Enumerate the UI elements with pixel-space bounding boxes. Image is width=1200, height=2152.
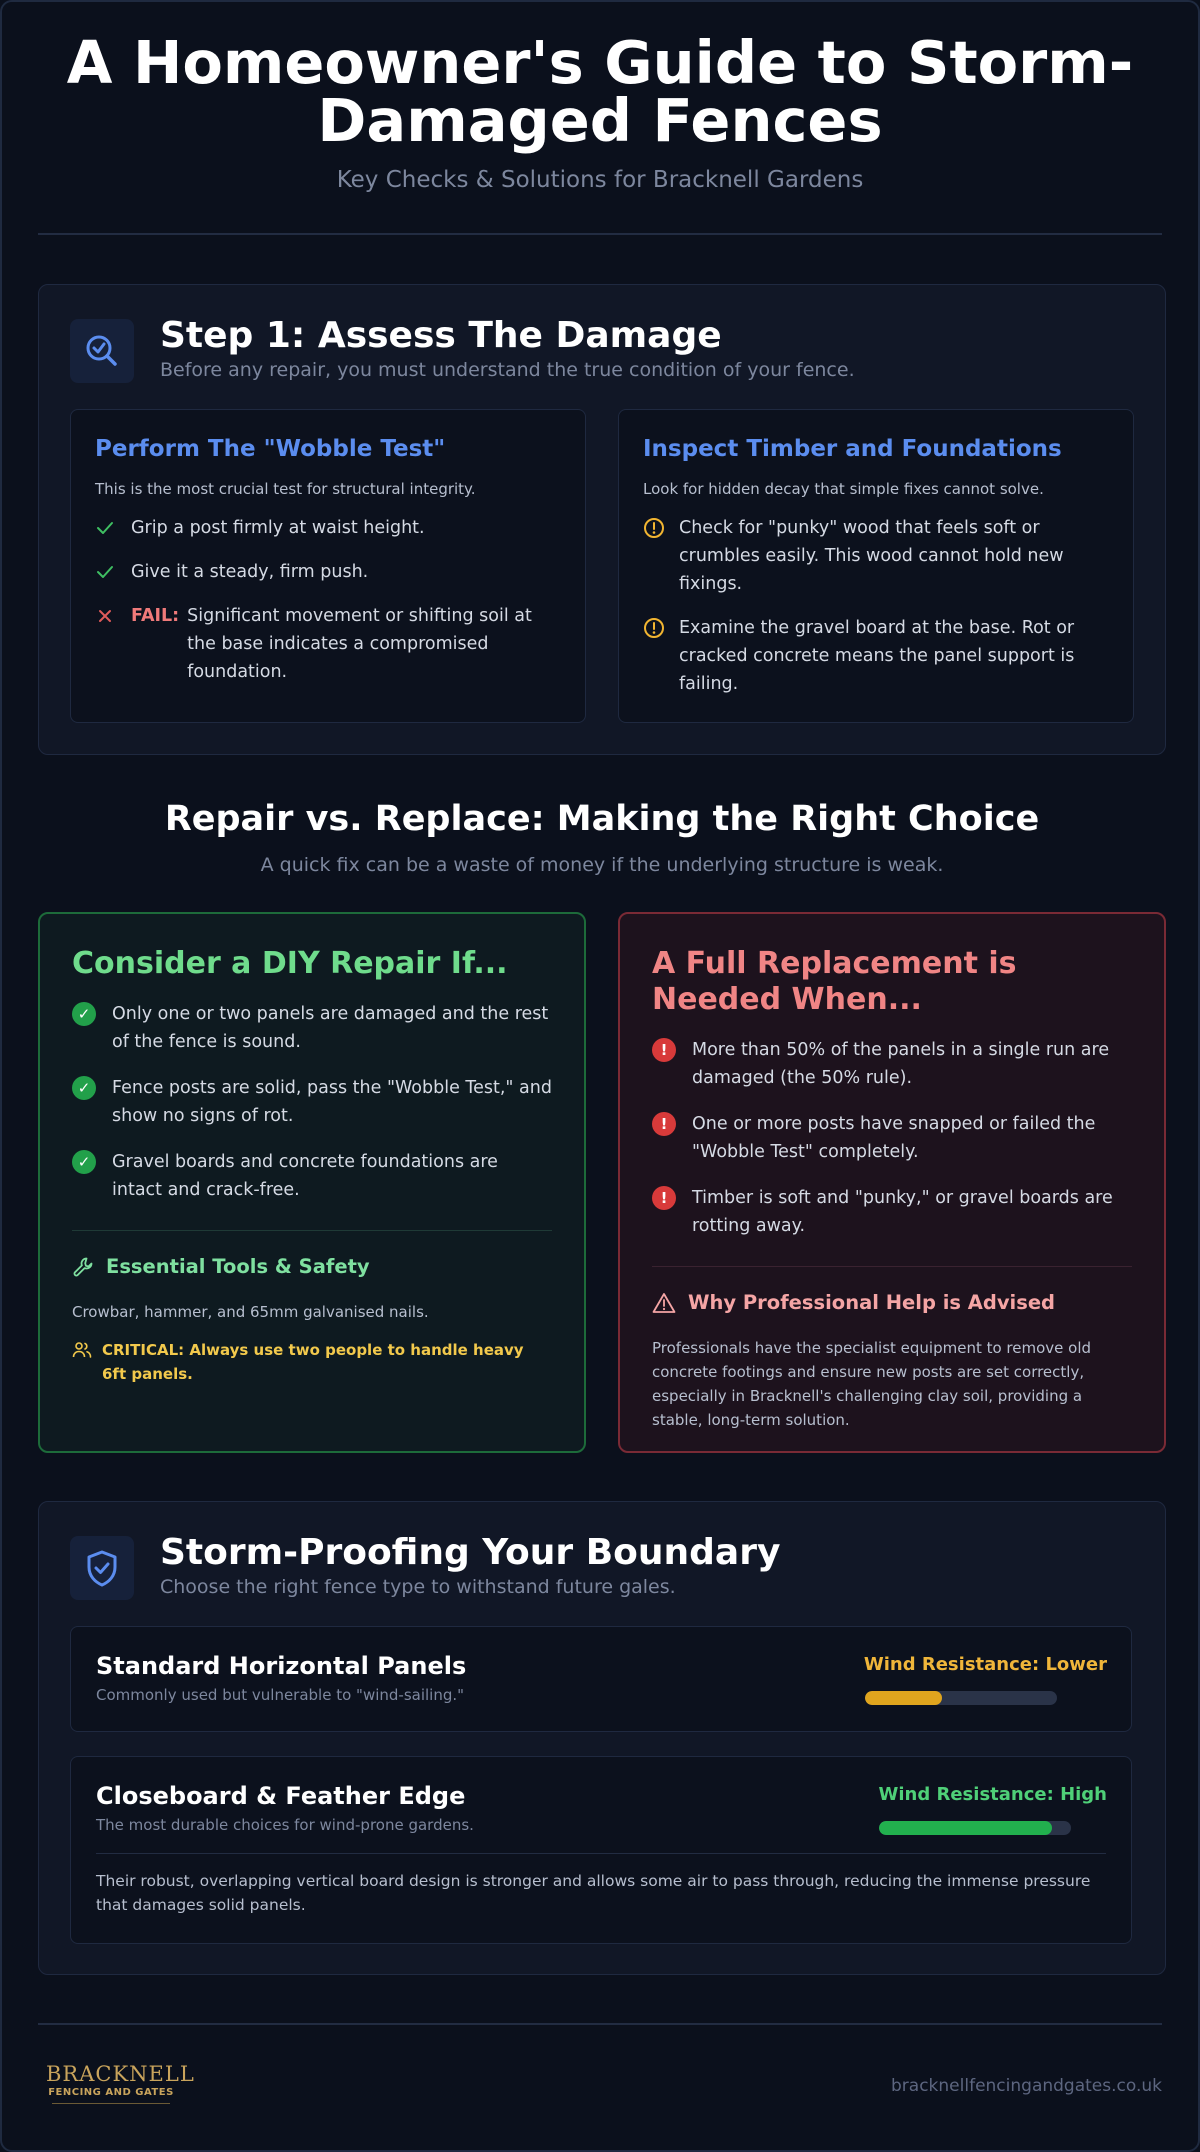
compare-title: Repair vs. Replace: Making the Right Choice — [164, 799, 1040, 839]
wobble-test-card — [70, 409, 586, 723]
fence-option-card — [70, 1756, 1132, 1944]
search-check-icon — [70, 319, 134, 383]
users-icon — [72, 1340, 92, 1386]
list-item-text: Examine the gravel board at the base. Rot or cracked concrete means the panel support is failing. — [679, 618, 1075, 694]
page-subtitle: Key Checks & Solutions for Bracknell Gardens — [336, 167, 864, 193]
critical-text: CRITICAL: Always use two people to handle heavy 6ft panels. — [102, 1341, 524, 1383]
fail-label: FAIL: — [131, 606, 180, 626]
tools-text: Crowbar, hammer, and 65mm galvanised nails. — [72, 1303, 429, 1321]
logo-wordmark: BRACKNELL — [46, 2062, 195, 2086]
list-item — [95, 514, 561, 542]
assess-damage-panel — [38, 284, 1166, 755]
wind-resistance-bar — [865, 1691, 1057, 1705]
fence-option-title: Standard Horizontal Panels — [96, 1652, 467, 1680]
list-item-text: One or more posts have snapped or failed the "Wobble Test" completely. — [692, 1114, 1096, 1162]
alert-circle-icon: ! — [652, 1112, 676, 1136]
storm-title: Storm-Proofing Your Boundary — [160, 1532, 781, 1573]
check-circle-icon: ✓ — [72, 1002, 96, 1026]
professional-help-text: Professionals have the specialist equipment to remove old concrete footings and ensure new posts are set correctly, especially in Bracknell's challenging clay soil, providing a stable, long-term solution. — [652, 1339, 1092, 1429]
list-item-text: Grip a post firmly at waist height. — [131, 518, 425, 538]
list-item — [72, 1000, 552, 1056]
shield-check-icon — [70, 1536, 134, 1600]
alert-circle-icon: ! — [652, 1186, 676, 1210]
wind-resistance-label: Wind Resistance: Lower — [863, 1654, 1107, 1675]
footer-divider — [38, 2023, 1162, 2025]
header-divider — [38, 233, 1162, 235]
timber-inspection-card — [618, 409, 1134, 723]
check-circle-icon: ✓ — [72, 1076, 96, 1100]
cross-icon — [95, 602, 131, 630]
list-item-text: Check for "punky" wood that feels soft or crumbles easily. This wood cannot hold new fixings. — [679, 518, 1064, 594]
fence-option-subtitle: The most durable choices for wind-prone gardens. — [96, 1816, 474, 1834]
fail-text: Significant movement or shifting soil at the base indicates a compromised foundation. — [187, 606, 532, 682]
list-item-text: Fence posts are solid, pass the "Wobble Test," and show no signs of rot. — [112, 1078, 552, 1126]
fence-option-subtitle: Commonly used but vulnerable to "wind-sailing." — [96, 1686, 465, 1704]
section-divider — [652, 1266, 1132, 1267]
list-item — [652, 1184, 1132, 1240]
fence-option-card — [70, 1626, 1132, 1732]
page-header — [2, 2, 1198, 193]
list-item-text: Give it a steady, firm push. — [131, 562, 369, 582]
check-icon — [95, 514, 131, 542]
compare-subtitle: A quick fix can be a waste of money if the underlying structure is weak. — [260, 854, 944, 876]
wind-resistance-bar — [879, 1821, 1071, 1835]
list-item-text: More than 50% of the panels in a single run are damaged (the 50% rule). — [692, 1040, 1110, 1088]
section-divider — [72, 1230, 552, 1231]
list-item-text: Gravel boards and concrete foundations are intact and crack-free. — [112, 1152, 498, 1200]
professional-help-heading — [652, 1291, 1132, 1314]
list-item — [72, 1148, 552, 1204]
brand-logo — [46, 2062, 195, 2104]
check-circle-icon: ✓ — [72, 1150, 96, 1174]
wind-resistance-label: Wind Resistance: High — [878, 1784, 1107, 1805]
full-replacement-title: A Full Replacement is Needed When... — [652, 946, 1017, 1017]
critical-note — [72, 1338, 552, 1386]
list-item-text: Timber is soft and "punky," or gravel boards are rotting away. — [692, 1188, 1113, 1236]
tools-title: Essential Tools & Safety — [106, 1255, 370, 1278]
wrench-icon — [72, 1256, 94, 1278]
fence-option-title: Closeboard & Feather Edge — [96, 1782, 466, 1810]
diy-repair-card — [38, 912, 586, 1453]
card-divider — [96, 1853, 1106, 1854]
wobble-test-title: Perform The "Wobble Test" — [95, 436, 446, 462]
wind-resistance-bar-fill — [879, 1821, 1052, 1835]
page-title: A Homeowner's Guide to Storm-Damaged Fences — [66, 28, 1134, 155]
website-link[interactable]: bracknellfencingandgates.co.uk — [891, 2076, 1162, 2096]
timber-inspection-intro: Look for hidden decay that simple fixes cannot solve. — [643, 480, 1044, 498]
fence-option-body: Their robust, overlapping vertical board design is stronger and allows some air to pass through, reducing the immense pressure that damages solid panels. — [96, 1872, 1091, 1914]
wind-resistance-bar-fill — [865, 1691, 942, 1705]
list-item — [95, 558, 561, 586]
list-item — [652, 1036, 1132, 1092]
timber-inspection-title: Inspect Timber and Foundations — [643, 436, 1062, 462]
tools-heading — [72, 1255, 552, 1278]
list-item — [643, 514, 1109, 598]
full-replacement-card — [618, 912, 1166, 1453]
alert-circle-icon: ! — [652, 1038, 676, 1062]
logo-tagline: FENCING AND GATES — [48, 2087, 174, 2098]
warning-circle-icon — [643, 514, 679, 542]
warning-triangle-icon — [652, 1292, 676, 1314]
fail-item — [95, 602, 561, 686]
step1-title: Step 1: Assess The Damage — [160, 315, 722, 356]
diy-repair-title: Consider a DIY Repair If... — [72, 946, 508, 981]
list-item — [652, 1110, 1132, 1166]
storm-subtitle: Choose the right fence type to withstand future gales. — [160, 1576, 676, 1598]
list-item — [72, 1074, 552, 1130]
professional-help-title: Why Professional Help is Advised — [688, 1291, 1056, 1314]
check-icon — [95, 558, 131, 586]
list-item-text: Only one or two panels are damaged and the rest of the fence is sound. — [112, 1004, 549, 1052]
list-item — [643, 614, 1109, 698]
logo-underline — [52, 2103, 170, 2104]
step1-subtitle: Before any repair, you must understand the true condition of your fence. — [160, 359, 855, 381]
warning-circle-icon — [643, 614, 679, 642]
wobble-test-intro: This is the most crucial test for structural integrity. — [95, 480, 476, 498]
